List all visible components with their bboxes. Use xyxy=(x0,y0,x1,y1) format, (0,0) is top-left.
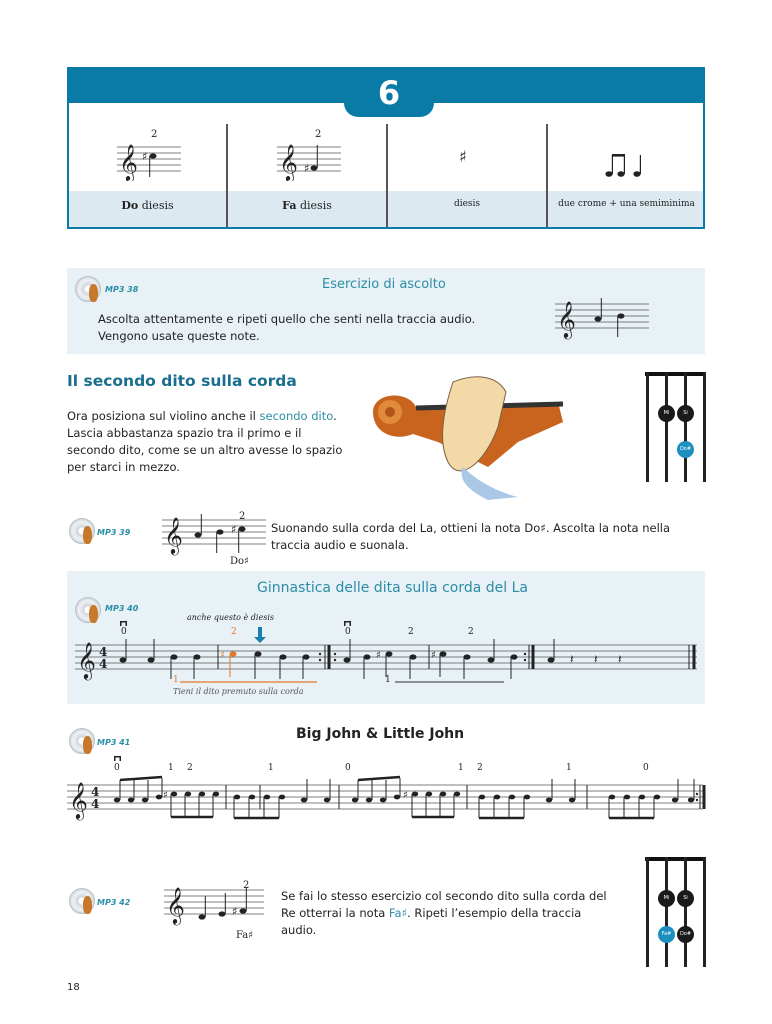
fingering: 0 xyxy=(643,763,649,773)
section-title: Ginnastica delle dita sulla corda del La xyxy=(257,580,528,596)
fingering: 0 xyxy=(114,763,120,773)
listening-exercise-box xyxy=(67,268,705,354)
finger-chart-a-string xyxy=(643,372,707,482)
finger-number: 2 xyxy=(315,129,322,140)
divider xyxy=(546,124,548,227)
svg-text:𝄞: 𝄞 xyxy=(69,781,88,819)
note-label: Fa♯ xyxy=(236,930,254,941)
svg-text:♯: ♯ xyxy=(376,650,381,661)
finger-chart-d-string xyxy=(643,857,707,967)
finger-number: 2 xyxy=(151,129,158,140)
svg-text:♯: ♯ xyxy=(142,150,148,163)
two-eighths-quarter-icon xyxy=(604,151,654,179)
svg-text:4: 4 xyxy=(91,785,100,799)
finger-exercise-box xyxy=(67,571,705,704)
svg-text:𝄞: 𝄞 xyxy=(279,143,298,181)
section-title: Esercizio di ascolto xyxy=(322,277,446,292)
lesson-label-c-sharp: Do diesis xyxy=(121,199,174,212)
svg-text:𝄞: 𝄞 xyxy=(77,641,96,679)
section-heading: Il secondo dito sulla corda xyxy=(67,372,297,390)
fingering: 2 xyxy=(408,627,414,637)
mp3-track-label[interactable]: MP3 40 xyxy=(105,604,139,613)
staff-do-sharp-icon xyxy=(162,512,266,558)
violin-hand-illustration xyxy=(368,372,568,502)
finger-dot-fa-sharp: Fa# xyxy=(658,926,675,943)
hold-mark: 1 xyxy=(385,675,391,685)
svg-text:♯: ♯ xyxy=(232,905,238,918)
page-number: 18 xyxy=(67,982,80,993)
fingering: 0 xyxy=(121,627,127,637)
svg-text:𝄽: 𝄽 xyxy=(618,652,622,666)
lesson-number: 6 xyxy=(344,69,434,117)
fingering: 1 xyxy=(566,763,572,773)
svg-text:𝄞: 𝄞 xyxy=(166,886,185,924)
svg-text:4: 4 xyxy=(91,797,100,811)
listening-text: Ascolta attentamente e ripeti quello che senti nella traccia audio. Vengono usate queste note. xyxy=(98,312,476,343)
song-title: Big John & Little John xyxy=(296,726,465,742)
fingering: 2 xyxy=(468,627,474,637)
svg-text:♯: ♯ xyxy=(403,790,408,801)
svg-text:𝄞: 𝄞 xyxy=(119,143,138,181)
svg-text:𝄞: 𝄞 xyxy=(164,516,183,554)
fingering: 1 xyxy=(168,763,174,773)
finger-number: 2 xyxy=(239,511,246,522)
fingering: 2 xyxy=(231,627,237,637)
finger-dot-si: Si xyxy=(677,890,694,907)
annotation-hold: Tieni il dito premuto sulla corda xyxy=(173,687,304,696)
mp3-track-label[interactable]: MP3 38 xyxy=(105,285,139,294)
violin-icon xyxy=(89,284,98,302)
fingering: 2 xyxy=(187,763,193,773)
staff-notes-icon xyxy=(555,296,649,342)
svg-text:♯: ♯ xyxy=(304,162,310,175)
finger-dot-mi: Mi xyxy=(658,405,675,422)
svg-text:4: 4 xyxy=(99,645,108,659)
finger-dot-do-sharp: Do# xyxy=(677,926,694,943)
svg-text:𝄽: 𝄽 xyxy=(594,652,598,666)
violin-icon xyxy=(83,896,92,914)
staff-f-sharp-icon xyxy=(277,133,341,181)
fingering: 1 xyxy=(268,763,274,773)
second-finger-text: Ora posiziona sul violino anche il secondo dito. Lascia abbastanza spazio tra il primo e il secondo dito, come se un altro avesse lo spazio per starci in mezzo. xyxy=(67,409,343,474)
annotation-sharp: anche questo è diesis xyxy=(187,613,274,622)
finger-number: 2 xyxy=(243,880,250,891)
svg-text:♯: ♯ xyxy=(431,650,436,661)
finger-dot-si: Si xyxy=(677,405,694,422)
violin-icon xyxy=(83,736,92,754)
fingering: 1 xyxy=(458,763,464,773)
svg-text:♯: ♯ xyxy=(231,523,237,536)
lesson-header-box xyxy=(67,67,705,229)
finger-dot-mi: Mi xyxy=(658,890,675,907)
hold-mark: 1 xyxy=(173,675,179,685)
lesson-label-sharp: diesis xyxy=(453,199,481,209)
mp3-track-label[interactable]: MP3 41 xyxy=(97,738,131,747)
fingering: 0 xyxy=(345,763,351,773)
svg-text:𝄞: 𝄞 xyxy=(557,300,576,338)
lesson-label-rhythm: due crome + una semiminima xyxy=(558,199,695,209)
svg-text:𝄽: 𝄽 xyxy=(570,652,574,666)
violin-icon xyxy=(83,526,92,544)
note-label: Do♯ xyxy=(230,556,249,567)
mp3-track-label[interactable]: MP3 39 xyxy=(97,528,131,537)
mp3-42-text: Se fai lo stesso esercizio col secondo dito sulla corda del Re otterrai la nota Fa♯. Ripeti l’esempio della traccia audio. xyxy=(281,889,607,937)
lesson-label-f-sharp: Fa diesis xyxy=(282,199,332,212)
mp3-track-label[interactable]: MP3 42 xyxy=(97,898,131,907)
mp3-39-text: Suonando sulla corda del La, ottieni la nota Do♯. Ascolta la nota nella traccia audio e suonala. xyxy=(271,521,671,552)
divider xyxy=(386,124,388,227)
fingering: 0 xyxy=(345,627,351,637)
finger-dot-do-sharp: Do# xyxy=(677,441,694,458)
song-staff xyxy=(67,755,707,825)
svg-text:♯: ♯ xyxy=(163,790,168,801)
fingering: 2 xyxy=(477,763,483,773)
sharp-icon: ♯ xyxy=(459,147,467,166)
svg-text:4: 4 xyxy=(99,657,108,671)
staff-c-sharp-icon xyxy=(117,133,181,181)
svg-text:♯: ♯ xyxy=(220,650,225,661)
